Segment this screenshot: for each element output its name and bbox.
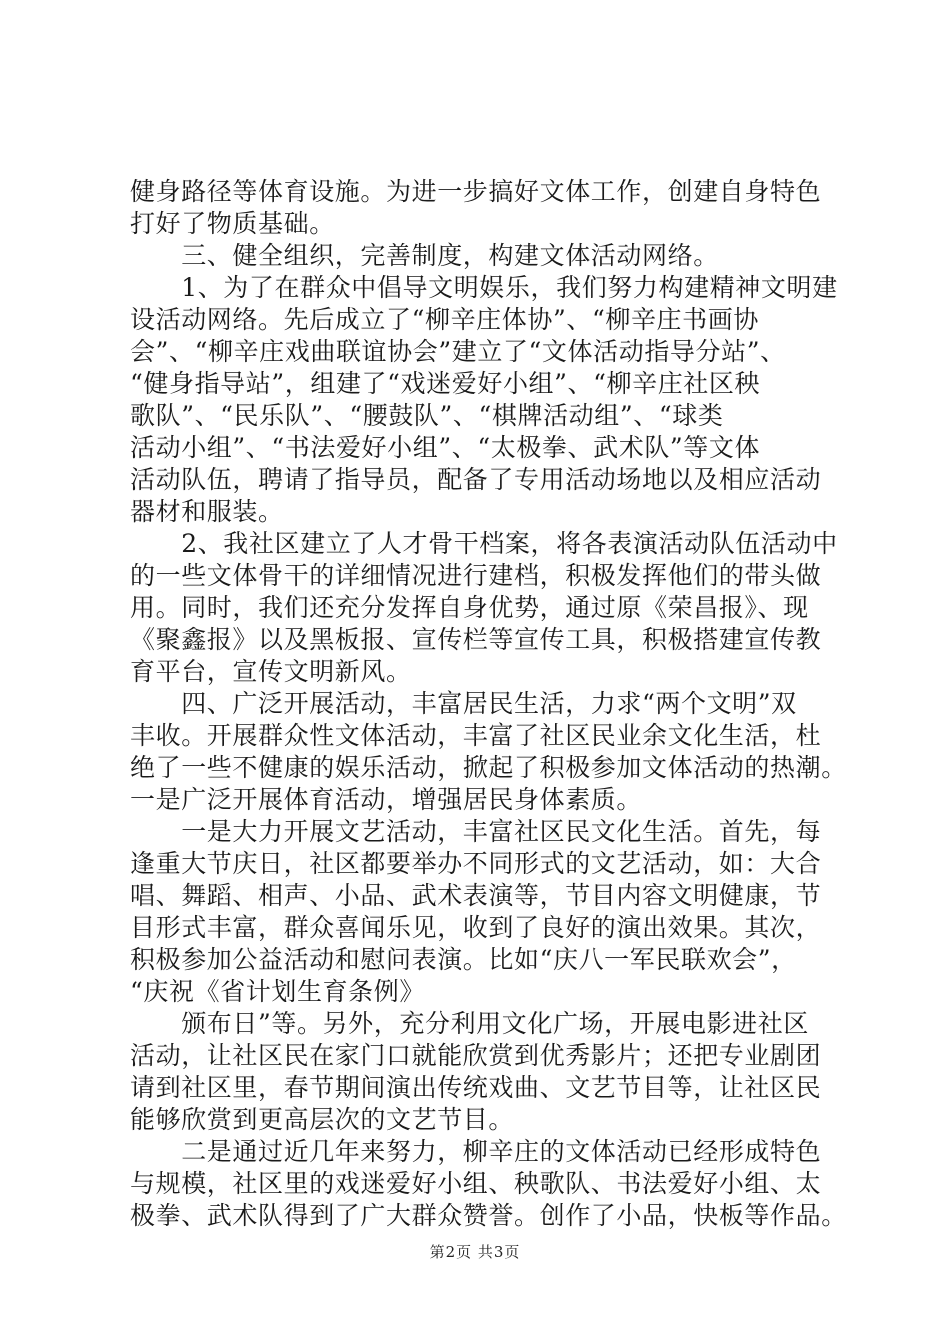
text-line: “健身指导站”，组建了“戏迷爱好小组”、“柳辛庄社区秧 xyxy=(130,369,761,398)
text-line: 2、我社区建立了人才骨干档案，将各表演活动队伍活动中 xyxy=(130,529,838,558)
section-heading-3: 三、健全组织，完善制度，构建文体活动网络。 xyxy=(130,241,719,270)
text-line: “庆祝《省计划生育条例》 xyxy=(130,977,425,1006)
text-line: 用。同时，我们还充分发挥自身优势，通过原《荣昌报》、现 xyxy=(130,593,809,622)
text-line: 目形式丰富，群众喜闻乐见，收到了良好的演出效果。其次， xyxy=(130,913,822,942)
page-number-footer: 第2页 共3页 xyxy=(429,1243,521,1261)
text-line: 活动，让社区民在家门口就能欣赏到优秀影片；还把专业剧团 xyxy=(130,1041,822,1070)
text-line: 丰收。开展群众性文体活动，丰富了社区民业余文化生活，杜 xyxy=(130,721,822,750)
text-line: 与规模，社区里的戏迷爱好小组、秧歌队、书法爱好小组、太 xyxy=(130,1169,822,1198)
text-line: 能够欣赏到更高层次的文艺节目。 xyxy=(130,1105,515,1134)
text-line: 设活动网络。先后成立了“柳辛庄体协”、“柳辛庄书画协 xyxy=(130,305,759,334)
text-line: 器材和服装。 xyxy=(130,497,284,526)
text-line: 颁布日”等。另外，充分利用文化广场，开展电影进社区 xyxy=(130,1009,809,1038)
text-line: 会”、“柳辛庄戏曲联谊协会”建立了“文体活动指导分站”、 xyxy=(130,337,786,366)
text-line: 的一些文体骨干的详细情况进行建档，积极发挥他们的带头做 xyxy=(130,561,822,590)
text-line: 1、为了在群众中倡导文明娱乐，我们努力构建精神文明建 xyxy=(130,273,838,302)
text-line: 唱、舞蹈、相声、小品、武术表演等，节目内容文明健康，节 xyxy=(130,881,822,910)
body-text xyxy=(130,176,847,1232)
text-line: 极拳、武术队得到了广大群众赞誉。创作了小品，快板等作品。 xyxy=(130,1201,847,1230)
text-line: 活动小组”、“书法爱好小组”、“太极拳、武术队”等文体 xyxy=(130,433,761,462)
text-line: 一是广泛开展体育活动，增强居民身体素质。 xyxy=(130,785,643,814)
text-line: 歌队”、“民乐队”、“腰鼓队”、“棋牌活动组”、“球类 xyxy=(130,401,724,430)
text-line: 健身路径等体育设施。为进一步搞好文体工作，创建自身特色 xyxy=(130,177,822,206)
text-line: 活动队伍，聘请了指导员，配备了专用活动场地以及相应活动 xyxy=(130,465,822,494)
text-line: 绝了一些不健康的娱乐活动，掀起了积极参加文体活动的热潮。 xyxy=(130,753,847,782)
text-line: 积极参加公益活动和慰问表演。比如“庆八一军民联欢会”， xyxy=(130,945,797,974)
text-line: 《聚鑫报》以及黑板报、宣传栏等宣传工具，积极搭建宣传教 xyxy=(130,625,822,654)
text-line: 请到社区里，春节期间演出传统戏曲、文艺节目等，让社区民 xyxy=(130,1073,822,1102)
text-line: 一是大力开展文艺活动，丰富社区民文化生活。首先，每 xyxy=(130,817,822,846)
text-line: 逢重大节庆日，社区都要举办不同形式的文艺活动，如：大合 xyxy=(130,849,822,878)
text-line: 育平台，宣传文明新风。 xyxy=(130,657,412,686)
text-line: 二是通过近几年来努力，柳辛庄的文体活动已经形成特色 xyxy=(130,1137,822,1166)
text-line: 打好了物质基础。 xyxy=(130,209,335,238)
section-heading-4: 四、广泛开展活动，丰富居民生活，力求“两个文明”双 xyxy=(130,689,797,718)
